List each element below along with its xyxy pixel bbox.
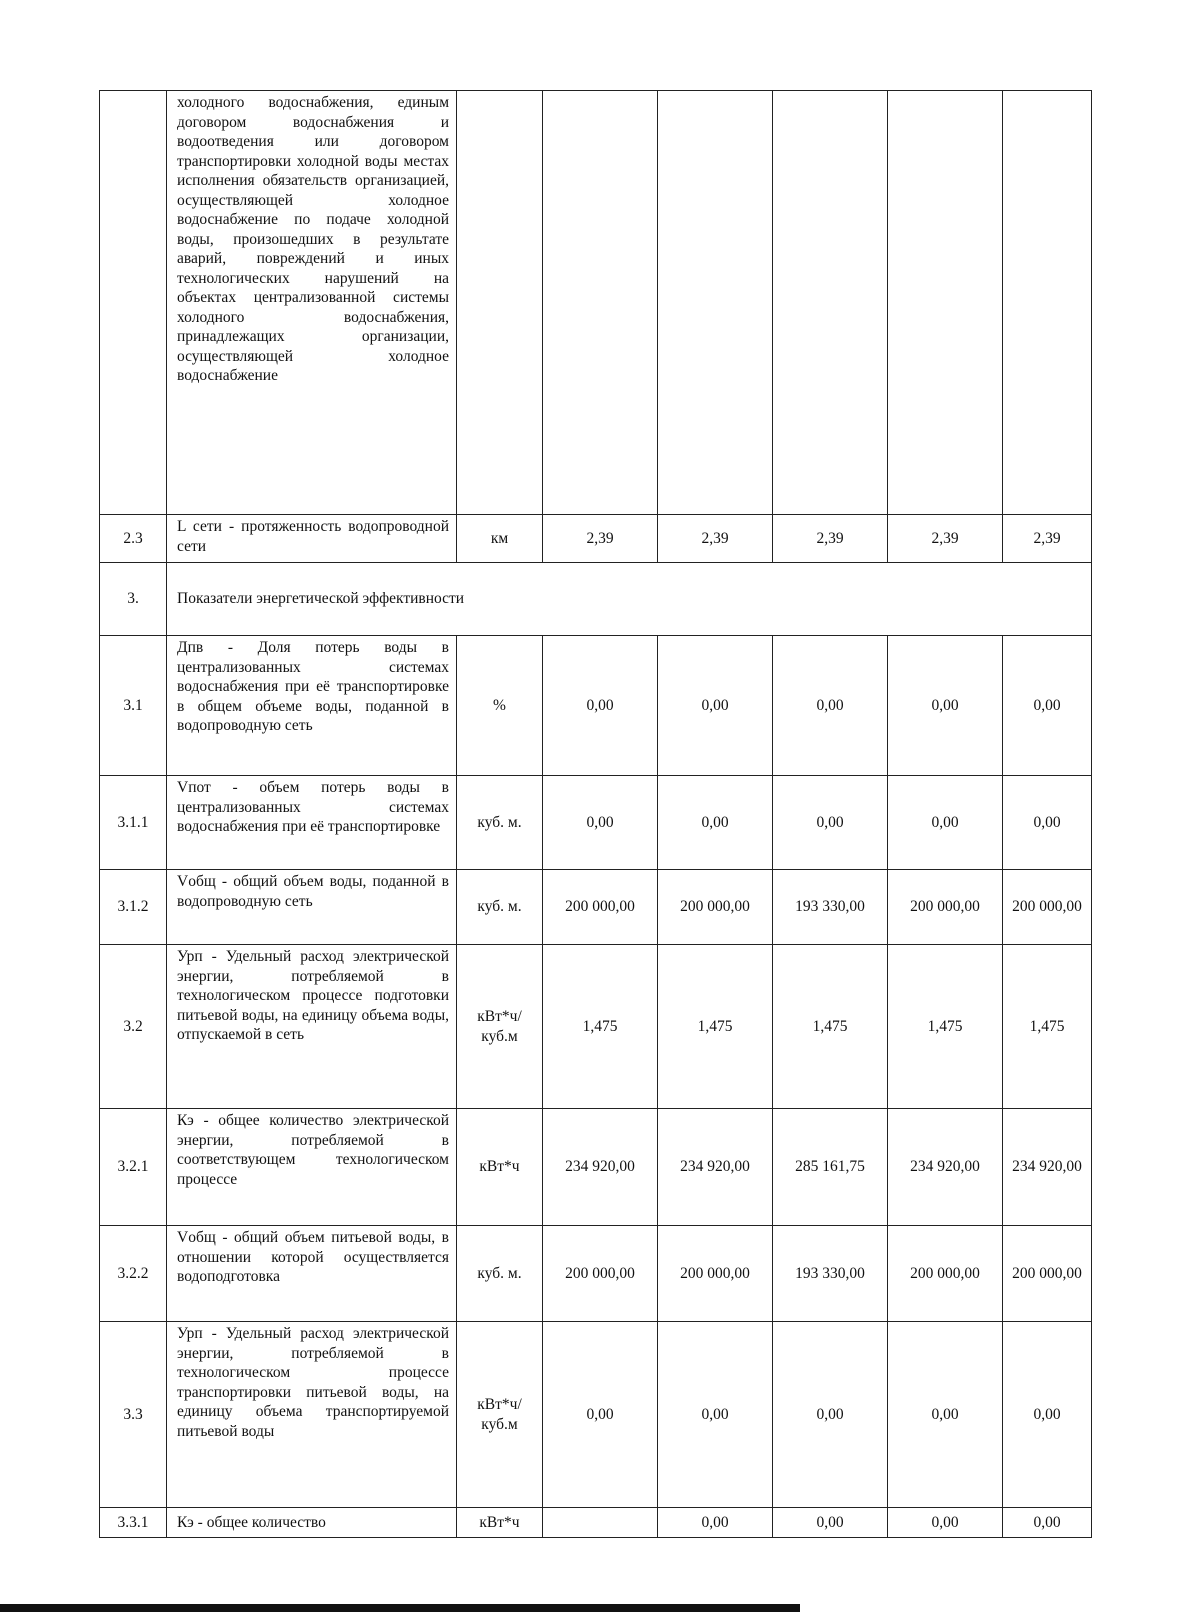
row-unit: кВт*ч/ куб.м — [457, 945, 543, 1109]
row-unit — [457, 91, 543, 515]
row-value-3 — [773, 91, 888, 515]
row-value-3: 193 330,00 — [773, 1226, 888, 1322]
row-value-1: 200 000,00 — [543, 870, 658, 945]
row-value-2: 0,00 — [658, 1508, 773, 1538]
table-row — [100, 870, 1092, 945]
row-value-3: 0,00 — [773, 1322, 888, 1508]
row-number: 3.1.2 — [100, 870, 167, 945]
row-description: Vпот - объем потерь воды в централизованных системах водоснабжения при её транспортировке — [167, 776, 457, 870]
row-value-4: 234 920,00 — [888, 1109, 1003, 1226]
row-value-3: 1,475 — [773, 945, 888, 1109]
row-description: холодного водоснабжения, единым договором водоснабжения и водоотведения или договором транспортировки холодной воды местах исполнения обязательств организацией, осуществляющей холодное водоснабжение по подаче холодной воды, произошедших в результате аварий, повреждений и иных технологических нарушений на объектах централизованной системы холодного водоснабжения, принадлежащих организации, осуществляющей холодное водоснабжение — [167, 91, 457, 515]
row-value-3: 0,00 — [773, 776, 888, 870]
table-row — [100, 945, 1092, 1109]
row-value-4: 0,00 — [888, 776, 1003, 870]
row-value-1: 0,00 — [543, 776, 658, 870]
row-unit: кВт*ч/ куб.м — [457, 1322, 543, 1508]
row-number: 3.3 — [100, 1322, 167, 1508]
row-number: 3.1.1 — [100, 776, 167, 870]
row-number: 3.2 — [100, 945, 167, 1109]
row-value-5: 0,00 — [1003, 1322, 1092, 1508]
table-row — [100, 1109, 1092, 1226]
row-value-5: 234 920,00 — [1003, 1109, 1092, 1226]
section-number: 3. — [100, 563, 167, 636]
row-value-1: 0,00 — [543, 636, 658, 776]
row-value-5 — [1003, 91, 1092, 515]
row-value-2: 0,00 — [658, 776, 773, 870]
row-value-5: 200 000,00 — [1003, 870, 1092, 945]
row-value-2: 1,475 — [658, 945, 773, 1109]
section-row — [100, 563, 1092, 636]
row-value-5: 0,00 — [1003, 1508, 1092, 1538]
row-number: 3.2.1 — [100, 1109, 167, 1226]
row-value-4: 2,39 — [888, 515, 1003, 563]
row-value-1: 1,475 — [543, 945, 658, 1109]
row-description: Vобщ - общий объем питьевой воды, в отношении которой осуществляется водоподготовка — [167, 1226, 457, 1322]
table-row — [100, 515, 1092, 563]
row-value-1 — [543, 1508, 658, 1538]
section-title: Показатели энергетической эффективности — [167, 563, 1092, 636]
row-description: Урп - Удельный расход электрической энергии, потребляемой в технологическом процессе транспортировки питьевой воды, на единицу объема транспортируемой питьевой воды — [167, 1322, 457, 1508]
row-number: 2.3 — [100, 515, 167, 563]
row-value-2: 200 000,00 — [658, 870, 773, 945]
row-value-5: 200 000,00 — [1003, 1226, 1092, 1322]
row-description: L сети - протяженность водопроводной сети — [167, 515, 457, 563]
table-row — [100, 1322, 1092, 1508]
row-number: 3.1 — [100, 636, 167, 776]
row-value-1 — [543, 91, 658, 515]
row-value-4 — [888, 91, 1003, 515]
table-row — [100, 91, 1092, 515]
row-value-4: 200 000,00 — [888, 870, 1003, 945]
row-value-5: 1,475 — [1003, 945, 1092, 1109]
row-value-1: 200 000,00 — [543, 1226, 658, 1322]
row-description: Кэ - общее количество — [167, 1508, 457, 1538]
row-value-5: 2,39 — [1003, 515, 1092, 563]
row-value-4: 0,00 — [888, 1508, 1003, 1538]
row-description: Дпв - Доля потерь воды в централизованных системах водоснабжения при её транспортировке в общем объеме воды, поданной в водопроводную сеть — [167, 636, 457, 776]
row-value-3: 193 330,00 — [773, 870, 888, 945]
row-unit: кВт*ч — [457, 1109, 543, 1226]
row-unit: куб. м. — [457, 776, 543, 870]
indicators-table — [99, 90, 1092, 1538]
row-value-3: 0,00 — [773, 636, 888, 776]
row-value-3: 2,39 — [773, 515, 888, 563]
row-value-3: 0,00 — [773, 1508, 888, 1538]
row-value-2 — [658, 91, 773, 515]
row-value-1: 2,39 — [543, 515, 658, 563]
row-value-4: 0,00 — [888, 636, 1003, 776]
table-row — [100, 776, 1092, 870]
row-number: 3.3.1 — [100, 1508, 167, 1538]
row-value-2: 2,39 — [658, 515, 773, 563]
row-unit: куб. м. — [457, 1226, 543, 1322]
row-value-5: 0,00 — [1003, 636, 1092, 776]
row-value-2: 200 000,00 — [658, 1226, 773, 1322]
row-value-4: 0,00 — [888, 1322, 1003, 1508]
row-value-2: 0,00 — [658, 636, 773, 776]
row-value-2: 234 920,00 — [658, 1109, 773, 1226]
row-value-1: 234 920,00 — [543, 1109, 658, 1226]
row-unit: куб. м. — [457, 870, 543, 945]
row-unit: км — [457, 515, 543, 563]
scan-edge-bar — [0, 1604, 800, 1612]
row-description: Урп - Удельный расход электрической энергии, потребляемой в технологическом процессе подготовки питьевой воды, на единицу объема воды, отпускаемой в сеть — [167, 945, 457, 1109]
table-row — [100, 1226, 1092, 1322]
row-unit: кВт*ч — [457, 1508, 543, 1538]
table-row — [100, 636, 1092, 776]
row-value-5: 0,00 — [1003, 776, 1092, 870]
row-description: Vобщ - общий объем воды, поданной в водопроводную сеть — [167, 870, 457, 945]
row-value-3: 285 161,75 — [773, 1109, 888, 1226]
row-number: 3.2.2 — [100, 1226, 167, 1322]
row-value-2: 0,00 — [658, 1322, 773, 1508]
row-value-4: 200 000,00 — [888, 1226, 1003, 1322]
table-row — [100, 1508, 1092, 1538]
row-value-4: 1,475 — [888, 945, 1003, 1109]
row-value-1: 0,00 — [543, 1322, 658, 1508]
row-number — [100, 91, 167, 515]
row-unit: % — [457, 636, 543, 776]
row-description: Кэ - общее количество электрической энергии, потребляемой в соответствующем технологическом процессе — [167, 1109, 457, 1226]
